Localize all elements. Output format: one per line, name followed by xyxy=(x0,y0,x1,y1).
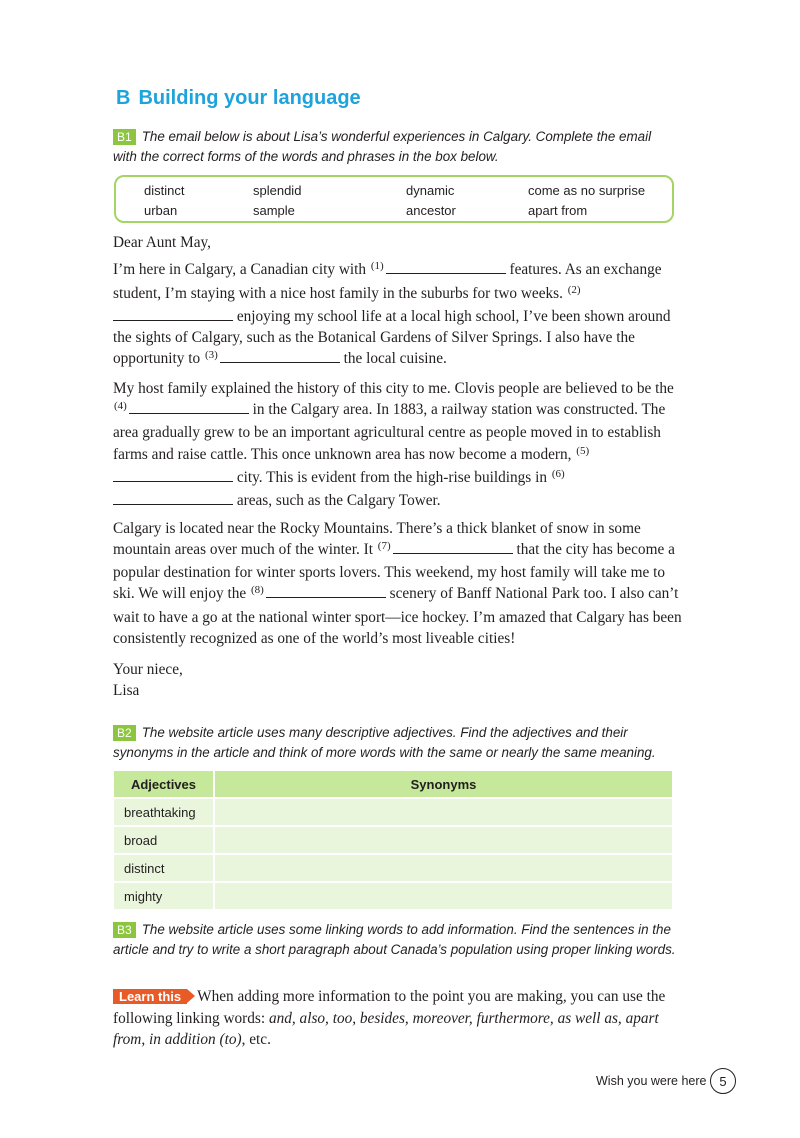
blank-1[interactable] xyxy=(386,260,506,274)
email-signoff xyxy=(113,659,183,701)
word-box-item: distinct xyxy=(144,183,185,198)
text: in the Calgary area. In 1883, a railway station was constructed. The area gradually grew to be an important agricultural centre as people moved in to establish farms and raise cattle. This once unknown area has now become a modern, xyxy=(113,401,666,463)
blank-number: (2) xyxy=(567,283,581,296)
text: the local cuisine. xyxy=(339,350,447,368)
b2-tag: B2 xyxy=(113,725,136,741)
synonym-cell[interactable] xyxy=(214,826,673,854)
adjective-cell: mighty xyxy=(114,882,214,910)
synonym-cell[interactable] xyxy=(214,798,673,826)
footer-unit-title: Wish you were here xyxy=(596,1074,707,1088)
email-body xyxy=(113,232,683,655)
b1-tag: B1 xyxy=(113,129,136,145)
text: city. This is evident from the high-rise buildings in xyxy=(233,468,551,486)
text: I’m here in Calgary, a Canadian city with xyxy=(113,261,370,279)
section-heading: Building your language xyxy=(138,87,361,109)
b3-tag: B3 xyxy=(113,922,136,938)
blank-8[interactable] xyxy=(266,584,386,598)
table-row xyxy=(114,882,673,910)
b1-instruction-block xyxy=(113,127,678,167)
blank-number: (8) xyxy=(251,584,264,597)
b3-instruction: The website article uses some linking words to add information. Find the sentences in the article and try to write a short paragraph about Canada’s population using proper linking words. xyxy=(113,922,676,957)
table-header-adjectives: Adjectives xyxy=(114,771,214,798)
section-title xyxy=(116,87,361,110)
text: areas, such as the Calgary Tower. xyxy=(233,492,441,510)
blank-2[interactable] xyxy=(113,307,233,321)
learn-this-text: When adding more information to the point you are making, you can use the following linking words: xyxy=(113,988,666,1027)
adjective-cell: distinct xyxy=(114,854,214,882)
word-box-item: apart from xyxy=(528,203,588,218)
word-box xyxy=(114,175,674,223)
word-box-item: splendid xyxy=(253,183,302,198)
word-box-item: dynamic xyxy=(406,183,455,198)
blank-3[interactable] xyxy=(220,349,340,363)
b3-instruction-block xyxy=(113,920,678,960)
email-paragraph-2 xyxy=(113,378,683,512)
blank-number: (7) xyxy=(377,539,391,552)
learn-this-end: , etc. xyxy=(241,1031,271,1048)
learn-this-box xyxy=(113,986,678,1051)
synonym-cell[interactable] xyxy=(214,854,673,882)
text: features. As an exchange student, I’m staying with a nice host family in the suburbs for two weeks. xyxy=(113,261,662,302)
word-box-item: ancestor xyxy=(406,203,456,218)
blank-number: (5) xyxy=(576,444,590,457)
blank-number: (3) xyxy=(204,349,218,362)
table-header-row xyxy=(114,771,673,798)
table-row xyxy=(114,798,673,826)
synonyms-table xyxy=(114,771,674,911)
blank-number: (6) xyxy=(551,467,565,480)
email-paragraph-3 xyxy=(113,518,683,650)
blank-number: (4) xyxy=(114,400,127,413)
blank-6[interactable] xyxy=(113,491,233,505)
text: My host family explained the history of this city to me. Clovis people are believed to be the xyxy=(113,379,674,397)
b2-instruction: The website article uses many descriptive adjectives. Find the adjectives and their synonyms in the article and think of more words with the same or nearly the same meaning. xyxy=(113,725,656,760)
email-paragraph-1 xyxy=(113,259,683,371)
linking-words: and, also, too, besides, moreover, furthermore, as well as, apart from, in addition (to) xyxy=(113,1009,659,1048)
adjective-cell: breathtaking xyxy=(114,798,214,826)
b2-instruction-block xyxy=(113,723,678,763)
blank-5[interactable] xyxy=(113,468,233,482)
text: that the city has become a popular destination for winter sports lovers. This weekend, my host family will take me to ski. We will enjoy the xyxy=(113,540,675,603)
b1-instruction: The email below is about Lisa’s wonderful experiences in Calgary. Complete the email with the correct forms of the words and phrases in the box below. xyxy=(113,129,652,164)
text: enjoying my school life at a local high school, I’ve been shown around the sights of Calgary, such as the Botanical Gardens of Silver Springs. I also have the opportunity to xyxy=(113,307,671,368)
word-box-item: come as no surprise xyxy=(528,183,646,198)
email-closing: Your niece, xyxy=(113,661,183,678)
word-box-item: sample xyxy=(253,203,295,218)
section-letter: B xyxy=(116,87,131,109)
text: Calgary is located near the Rocky Mountains. There’s a thick blanket of snow in some mountain areas over much of the winter. It xyxy=(113,519,641,558)
table-row xyxy=(114,854,673,882)
table-header-synonyms: Synonyms xyxy=(214,771,673,798)
adjective-cell: broad xyxy=(114,826,214,854)
text: scenery of Banff National Park too. I also can’t wait to have a go at the national winter sport—ice hockey. I’m amazed that Calgary has been consistently recognized as one of the world’s most liveable cities! xyxy=(113,585,682,648)
blank-number: (1) xyxy=(370,260,384,273)
page-number: 5 xyxy=(710,1068,736,1094)
email-greeting: Dear Aunt May, xyxy=(113,234,211,251)
synonym-cell[interactable] xyxy=(214,882,673,910)
blank-7[interactable] xyxy=(393,540,513,554)
word-box-item: urban xyxy=(144,203,178,218)
email-signature: Lisa xyxy=(113,682,140,699)
blank-4[interactable] xyxy=(129,400,249,414)
learn-this-tag: Learn this xyxy=(113,989,187,1004)
table-row xyxy=(114,826,673,854)
